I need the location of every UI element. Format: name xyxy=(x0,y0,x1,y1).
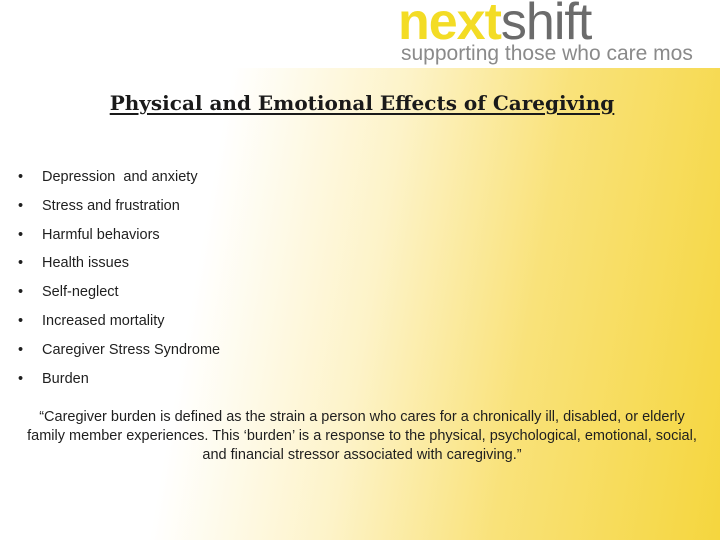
logo-tagline: supporting those who care mos xyxy=(401,42,693,65)
bullet-text: Caregiver Stress Syndrome xyxy=(42,341,221,358)
bullet-dot: • xyxy=(18,226,24,243)
bullet-dot: • xyxy=(18,284,24,301)
slide-title: Physical and Emotional Effects of Caregiving xyxy=(109,91,615,115)
bullet-text: Harmful behaviors xyxy=(42,226,160,243)
logo-next-text: next xyxy=(398,0,501,51)
bullet-dot: • xyxy=(18,169,24,185)
bullet-text: Increased mortality xyxy=(42,312,165,329)
bullet-dot: • xyxy=(18,312,24,329)
logo-shift-text: shift xyxy=(500,0,592,51)
bullet-dot: • xyxy=(18,341,24,358)
bullet-text: Stress and frustration xyxy=(42,197,180,214)
bullet-text: Health issues xyxy=(42,255,130,272)
bullet-text: Depression and anxiety xyxy=(42,169,198,185)
bullet-dot: • xyxy=(18,255,24,272)
header-band xyxy=(0,0,720,68)
bullet-dot: • xyxy=(18,197,24,214)
bullet-text: Self-neglect xyxy=(42,284,119,301)
caregiver-burden-quote: “Caregiver burden is defined as the strain a person who cares for a chronically ill, disabled, or elderly family member experiences. This ‘burden’ is a response to the physical, psychological, emotional, social, and financial stressor associated with caregiving.” xyxy=(27,409,697,463)
bullet-text: Burden xyxy=(42,370,89,387)
bullet-dot: • xyxy=(18,370,24,387)
